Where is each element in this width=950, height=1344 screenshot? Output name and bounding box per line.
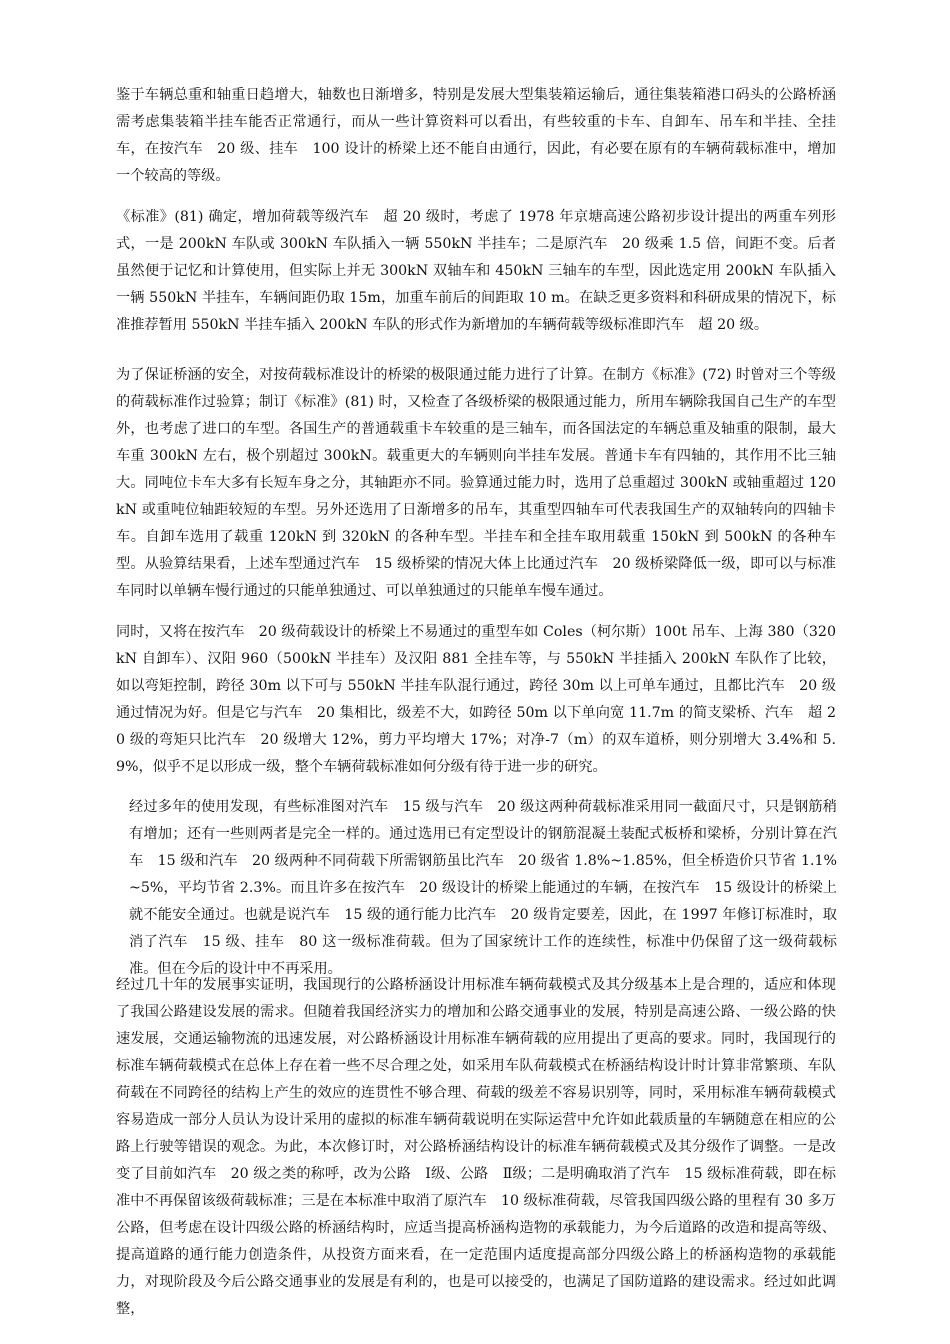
paragraph-super-20-grade: 《标准》(81) 确定，增加荷载等级汽车 超 20 级时，考虑了 1978 年京塘高速公路初步设计提出的两重车列形式，一是 200kN 车队或 300kN 车队插入一辆 550kN 半挂车；二是原汽车 20 级乘 1.5 倍，间距不变。后者虽然便于记忆和计算使用，但实际上并无 300kN 双轴车和 450kN 三轴车的车型，因此选定用 200kN 车队插入一辆 550kN 半挂车，车辆间距仍取 15m，加重车前后的间距取 10 m。在缺乏更多资料和科研成果的情况下，标准推荐暂用 550kN 半挂车插入 200kN 车队的形式作为新增加的车辆荷载等级标准即汽车 超 20 级。 [116,209,836,333]
paragraph-vehicle-load-growth: 鉴于车辆总重和轴重日趋增大，轴数也日渐增多，特别是发展大型集装箱运输后，通往集装箱港口码头的公路桥涵需考虑集装箱半挂车能否正常通行，而从一些计算资料可以看出，有些较重的卡车、自卸车、吊车和半挂、全挂车，在按汽车 20 级、挂车 100 设计的桥梁上还不能自由通行，因此，有必要在原有的车辆荷载标准中，增加一个较高的等级。 [116,87,836,184]
paragraph-limit-capacity: 为了保证桥涵的安全，对按荷载标准设计的桥梁的极限通过能力进行了计算。在制方《标准》(72) 时曾对三个等级的荷载标准作过验算；制订《标准》(81) 时，又检查了各级桥梁的极限通过能力，所用车辆除我国自己生产的车型外，也考虑了进口的车型。各国生产的普通载重卡车较重的是三轴车，而各国法定的车辆总重及轴重的限制，最大车重 300kN 左右，极个别超过 300kN。载重更大的车辆则向半挂车发展。普通卡车有四轴的，其作用不比三轴大。同吨位卡车大多有长短车身之分，其轴距亦不同。验算通过能力时，选用了总重超过 300kN 或轴重超过 120kN 或重吨位轴距较短的车型。另外还选用了日渐增多的吊车，其重型四轴车可代表我国生产的双轴转向的四轴卡车。自卸车选用了载重 120kN 到 320kN 的各种车型。半挂车和全挂车取用载重 150kN 到 500kN 的各种车型。从验算结果看，上述车型通过汽车 15 级桥梁的情况大体上比通过汽车 20 级桥梁降低一级，即可以与标准车同时以单辆车慢行通过的只能单独通过、可以单独通过的只能单车慢车通过。 [116,367,836,599]
paragraph-grade-15-cancellation: 经过多年的使用发现，有些标准图对汽车 15 级与汽车 20 级这两种荷载标准采用同一截面尺寸，只是钢筋稍有增加；还有一些则两者是完全一样的。通过选用已有定型设计的钢筋混凝土装配式板桥和梁桥，分别计算在汽车 15 级和汽车 20 级两种不同荷载下所需钢筋虽比汽车 20 级省 1.8%~1.85%，但全桥造价只节省 1.1%~5%，平均节省 2.3%。而且许多在按汽车 20 级设计的桥梁上能通过的车辆，在按汽车 15 级设计的桥梁上就不能安全通过。也就是说汽车 15 级的通行能力比汽车 20 级肯定要差，因此，在 1997 年修订标准时，取消了汽车 15 级、挂车 80 这一级标准荷载。但为了国家统计工作的连续性，标准中仍保留了这一级荷载标准。但在今后的设计中不再采用。 [129,799,837,977]
paragraph-heavy-vehicle-comparison: 同时，又将在按汽车 20 级荷载设计的桥梁上不易通过的重型车如 Coles（柯尔斯）100t 吊车、上海 380（320kN 自卸车）、汉阳 960（500kN 半挂车）及汉阳 881 全挂车等，与 550kN 半挂插入 200kN 车队作了比较，如以弯矩控制，跨径 30m 以下可与 550kN 半挂车队混行通过，跨径 30m 以上可单车通过，且都比汽车 20 级通过情况为好。但是它与汽车 20 集相比，级差不大，如跨径 50m 以下单向宽 11.7m 的简支梁桥、汽车 超 20 级的弯矩只比汽车 20 级增大 12%，剪力平均增大 17%；对净-7（m）的双车道桥，则分别增大 3.4%和 5.9%，似乎不足以形成一级，整个车辆荷载标准如何分级有待于进一步的研究。 [116,624,836,775]
paragraph-load-model-adjustment: 经过几十年的发展事实证明，我国现行的公路桥涵设计用标准车辆荷载模式及其分级基本上是合理的，适应和体现了我国公路建设发展的需求。但随着我国经济实力的增加和公路交通事业的发展，特别是高速公路、一级公路的快速发展，交通运输物流的迅速发展，对公路桥涵设计用标准车辆荷载的应用提出了更高的要求。同时，我国现行的标准车辆荷载模式在总体上存在着一些不尽合理之处，如采用车队荷载模式在桥涵结构设计时计算非常繁琐、车队荷载在不同跨径的结构上产生的效应的连贯性不够合理、荷载的级差不容易识别等，同时，采用标准车辆荷载模式容易造成一部分人员认为设计采用的虚拟的标准车辆荷载说明在实际运营中允许如此载质量的车辆随意在相应的公路上行驶等错误的观念。为此，本次修订时，对公路桥涵结构设计的标准车辆荷载模式及其分级作了调整。一是改变了目前如汽车 20 级之类的称呼，改为公路 Ⅰ级、公路 Ⅱ级；二是明确取消了汽车 15 级标准荷载，即在标准中不再保留该级荷载标准；三是在本标准中取消了原汽车 10 级标准荷载，尽管我国四级公路的里程有 30 多万公路，但考虑在设计四级公路的桥涵结构时，应适当提高桥涵构造物的承载能力，为今后道路的改造和提高等级、提高道路的通行能力创造条件，从投资方面来看，在一定范围内适度提高部分四级公路上的桥涵构造物的承载能力，对现阶段及今后公路交通事业的发展是有利的，也是可以接受的，也满足了国防道路的建设需求。经过如此调整， [116,977,836,1317]
